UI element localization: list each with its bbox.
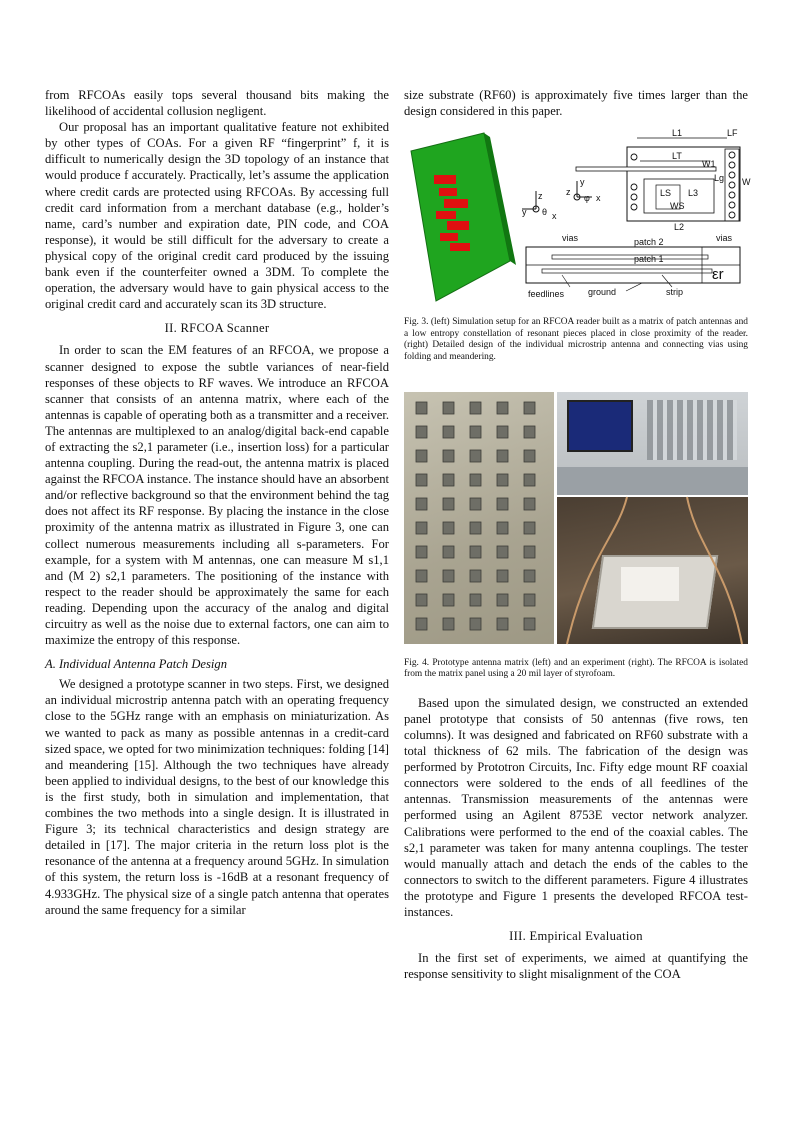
antenna-patch xyxy=(443,474,454,486)
label-vias-left: vias xyxy=(562,233,579,244)
antenna-patch xyxy=(497,522,508,534)
antenna-patch xyxy=(416,498,427,510)
antenna-patch xyxy=(524,498,535,510)
network-analyzer-photo xyxy=(557,392,748,495)
figure-4-caption: Fig. 4. Prototype antenna matrix (left) and an experiment (right). The RFCOA is isolated from the matrix panel using a 20 mil layer of styrofoam. xyxy=(404,657,748,680)
antenna-patch xyxy=(443,570,454,582)
antenna-patch xyxy=(497,474,508,486)
paragraph: size substrate (RF60) is approximately five times larger than the design considered in this paper. xyxy=(404,88,748,119)
antenna-patch xyxy=(416,594,427,606)
antenna-patch xyxy=(416,474,427,486)
antenna-grid xyxy=(404,392,554,644)
paragraph: Based upon the simulated design, we constructed an extended panel prototype that consists of 50 antennas (five rows, ten columns). It was designed and fabricated on RF60 substrate with a total thickness of 62 mils. The fabrication of the design was performed by Prototron Circuits, Inc. Fifty edge mount RF coaxial connectors were soldered to the ends of all feedlines of the antennas. Transmission measurements of the antennas were performed using an Agilent 8753E vector network analyzer. Calibrations were performed to the end of the coaxial cables. The s2,1 parameter was taken for many antenna couplings. The tester would manually attach and detach the ends of the cables to the connectors to switch to the different parameters. Figure 4 illustrates the prototype and Figure 1 presents the developed RFCOA test-instances. xyxy=(404,695,748,919)
label-l2: L2 xyxy=(674,222,685,233)
antenna-patch xyxy=(497,594,508,606)
label-patch2: patch 2 xyxy=(634,237,664,248)
axis-z-label-2: z xyxy=(566,187,571,198)
simulation-render xyxy=(406,133,521,303)
label-feedlines: feedlines xyxy=(528,289,565,300)
antenna-patch xyxy=(416,618,427,630)
figure-4 xyxy=(404,392,748,648)
antenna-patch xyxy=(443,594,454,606)
antenna-patch xyxy=(416,546,427,558)
paragraph: In the first set of experiments, we aimed at quantifying the response sensitivity to slight misalignment of the COA xyxy=(404,951,748,982)
axis-y-label-2: y xyxy=(580,177,585,188)
paragraph: In order to scan the EM features of an RFCOA, we propose a scanner designed to expose the subtle variances of near-field responses of these objects to RF waves. We introduce an RFCOA scanner that consists of an antenna matrix, where each of the antennas is capable of operating both as a transmitter and a receiver. The antennas are multiplexed to an analog/digital back-end capable of extracting the s2,1 parameter (i.e., insertion loss) for a particular antenna coupling. During the read-out, the antenna matrix is placed against the RFCOA instance. The instance should have an absorbent and/or reflective background so that the environment behind the tag does not affect its RF response. By placing the instance in the close proximity of the antenna matrix as illustrated in Figure 3, one can collect numerous measurements including all s-parameters. For example, for a system with M antennas, one can measure M s1,1 and (M 2) s2,1 parameters. The positioning of the instance with respect to the reader should be approximately the same for each reading. Depending upon the accuracy of the analog and digital circuitry as well as the noise due to external factors, one can aim to maximize the entropy of this response. xyxy=(45,343,389,648)
antenna-patch xyxy=(470,570,481,582)
antenna-patch xyxy=(443,618,454,630)
antenna-patch xyxy=(470,450,481,462)
antenna-matrix-photo xyxy=(404,392,554,644)
antenna-patch xyxy=(524,426,535,438)
axis-x-label-2: x xyxy=(596,193,601,204)
antenna-design-schematic xyxy=(522,128,751,301)
antenna-patch xyxy=(470,522,481,534)
label-ls: LS xyxy=(660,188,672,199)
label-strip: strip xyxy=(666,287,684,298)
label-lt: LT xyxy=(672,151,682,162)
axis-x-label: x xyxy=(552,211,557,222)
antenna-patch xyxy=(524,402,535,414)
feedline-strip xyxy=(576,167,716,171)
axis-y-label: y xyxy=(522,207,527,218)
antenna-patch xyxy=(470,594,481,606)
experiment-photo xyxy=(557,497,748,644)
antenna-patch xyxy=(443,426,454,438)
antenna-patch xyxy=(497,450,508,462)
analyzer-front-strip xyxy=(557,467,748,495)
antenna-patch xyxy=(470,474,481,486)
antenna-patch xyxy=(416,426,427,438)
label-w: W xyxy=(742,177,751,188)
antenna-patch xyxy=(443,498,454,510)
section-heading: III. Empirical Evaluation xyxy=(509,929,643,944)
antenna-patch xyxy=(470,546,481,558)
antenna-patch xyxy=(524,594,535,606)
antenna-patch xyxy=(524,450,535,462)
figure-3 xyxy=(404,127,751,307)
antenna-patch xyxy=(497,402,508,414)
antenna-patch xyxy=(524,546,535,558)
label-lg: Lg xyxy=(714,173,725,184)
left-column xyxy=(45,87,389,918)
antenna-patch xyxy=(416,570,427,582)
antenna-board xyxy=(411,133,510,301)
paragraph: from RFCOAs easily tops several thousand bits making the likelihood of accidental collusion negligent. xyxy=(45,88,389,119)
label-l1: L1 xyxy=(672,128,683,139)
antenna-patch xyxy=(443,546,454,558)
antenna-patch xyxy=(524,474,535,486)
antenna-patch xyxy=(470,498,481,510)
antenna-patch xyxy=(416,522,427,534)
antenna-patch xyxy=(443,522,454,534)
antenna-patch xyxy=(524,618,535,630)
antenna-patch xyxy=(443,402,454,414)
phi-label: φ xyxy=(584,193,590,204)
antenna-patch xyxy=(497,546,508,558)
right-column xyxy=(404,87,751,982)
antenna-patch xyxy=(470,618,481,630)
figure-3-caption: Fig. 3. (left) Simulation setup for an RFCOA reader built as a matrix of patch antennas and a low entropy constellation of resonant pieces placed in close proximity of the reader. (right) Detailed design of the individual microstrip antenna and connecting vias using folding and meandering. xyxy=(404,317,748,362)
antenna-patch xyxy=(497,426,508,438)
analyzer-keypad xyxy=(647,400,737,460)
coaxial-cables xyxy=(557,497,748,644)
paragraph: We designed a prototype scanner in two steps. First, we designed an individual microstrip antenna patch with an operating frequency close to the 5GHz range with an emphasis on miniaturization. As we wanted to pack as many as possible antennas in a credit-card sized space, we opted for two minimization techniques: folding [14] and meandering [15]. Although the two techniques have already been applied to individual designs, to the best of our knowledge this is the first study, both in simulation and implementation, that combines the two methods into a single design. It is illustrated in Figure 3; its technical characteristics and design strategy are detailed in [17]. The major criteria in the return loss plot is the resonance of the antenna at a frequency around 5GHz. In simulation of this system, the return loss is -16dB at a resonant frequency of 4.933GHz. The physical size of a single patch antenna that operates around the same frequency for a similar xyxy=(45,677,389,917)
label-w1: W1 xyxy=(702,159,716,170)
label-vias-right: vias xyxy=(716,233,733,244)
label-ws: WS xyxy=(670,201,685,212)
label-ground: ground xyxy=(588,287,617,298)
theta-label: θ xyxy=(542,207,548,218)
label-lf: LF xyxy=(727,128,738,139)
paragraph: Our proposal has an important qualitative feature not exhibited by other types of COAs. For a given RF “fingerprint” f, it is difficult to numerically design the 3D topology of an instance that would produce f accurately. Practically, let’s assume the application where credit cards are protected using RFCOAs. By accessing full credit card information from a merchant database (e.g., holder’s name, card’s number and expiration date, PIN code, and COA response), it would be still difficult for the adversary to create a physical copy of the original credit card produced by the issuing bank even if the counterfeiter owned a 3DM. To complete the operation, the adversary would have to gain physical access to the original credit card and accurately scan its 3D structure. xyxy=(45,120,389,312)
label-patch1: patch 1 xyxy=(634,254,664,265)
antenna-patch xyxy=(416,402,427,414)
antenna-patch xyxy=(524,570,535,582)
antenna-patch xyxy=(497,618,508,630)
antenna-patch xyxy=(497,570,508,582)
antenna-patch xyxy=(470,426,481,438)
analyzer-screen xyxy=(567,400,633,452)
antenna-patch xyxy=(470,402,481,414)
subsection-heading: A. Individual Antenna Patch Design xyxy=(45,657,227,672)
label-eps: εr xyxy=(712,266,724,284)
section-heading: II. RFCOA Scanner xyxy=(164,321,270,336)
label-l3: L3 xyxy=(688,188,699,199)
antenna-patch xyxy=(524,522,535,534)
antenna-patch xyxy=(416,450,427,462)
antenna-patch xyxy=(443,450,454,462)
antenna-patch xyxy=(497,498,508,510)
axis-z-label: z xyxy=(538,191,543,202)
